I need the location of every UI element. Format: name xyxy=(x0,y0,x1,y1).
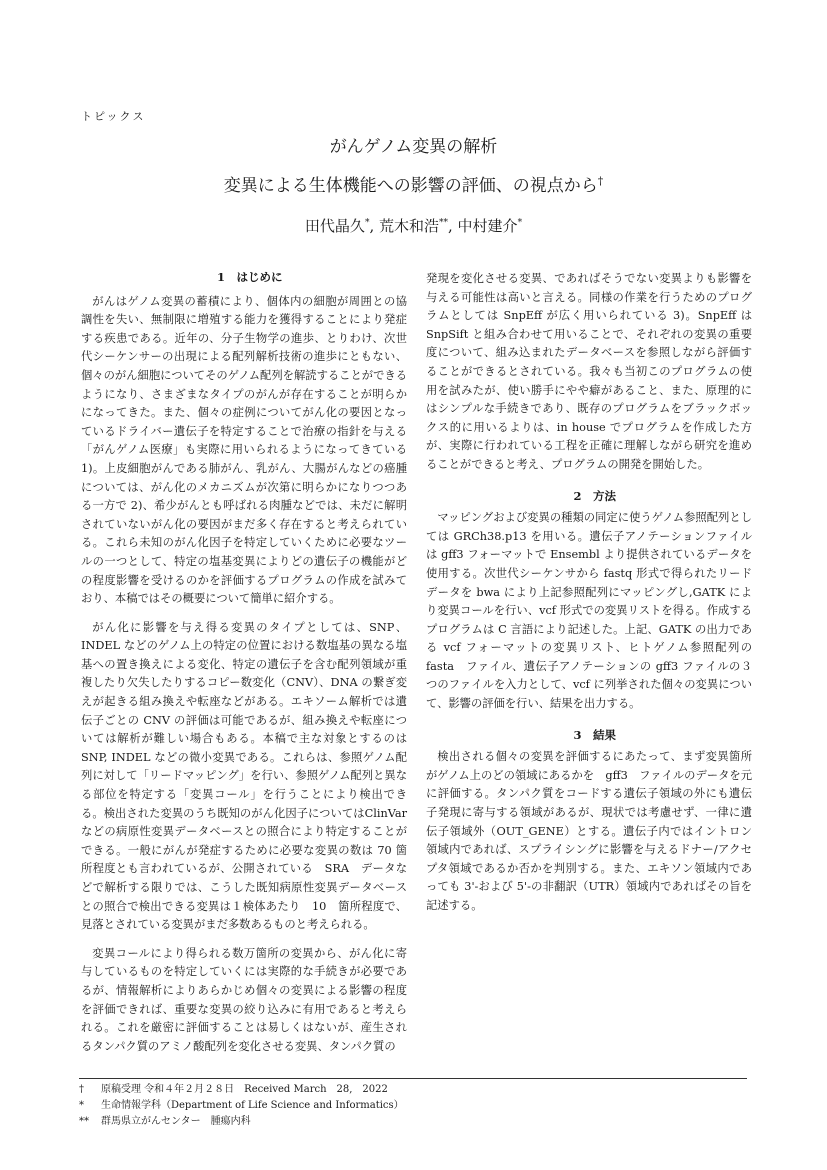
author-mark: * xyxy=(517,218,523,228)
right-column xyxy=(426,270,764,916)
footnote-mark: * xyxy=(79,1100,84,1111)
left-column xyxy=(81,268,407,1056)
section-label: トピックス xyxy=(81,110,146,123)
footnote xyxy=(79,1115,251,1128)
paragraph: 変異コールにより得られる数万箇所の変異から、がん化に寄与しているものを特定していくには実際的な手続きが必要であるが、情報解析によりあらかじめ個々の変異による影響の程度を評価できれば、重要な変異の絞り込みに有用であると考えられる。これを厳密に評価することは易しくはないが、産生されるタンパク質のアミノ酸配列を変化させる変異、タンパク質の xyxy=(81,946,407,1053)
author-separator: , xyxy=(448,217,458,235)
footnote-text: 群馬県立がんセンター 腫瘍内科 xyxy=(101,1116,251,1127)
paragraph-continued: 発現を変化させる変異、であればそうでない変異よりも影響を与える可能性は高いと言える。同様の作業を行うためのプログラムとしては SnpEff が広く用いられている 3)。SnpEff は SnpSift と組み合わせて用いることで、それぞれの変異の重要度について、組み込まれたデータベースを参照しながら評価することができるとされている。我々も当初このプログラムの使用を試みたが、使い勝手にやや癖があること、また、原理的にはシンプルな手続きであり、既存のプログラムをブラックボックス的に用いるよりは、in house でプログラムを作成した方が、実際に行われている工程を正確に理解しながら研究を進めることができると考え、プログラムの開発を開始した。 xyxy=(426,272,752,471)
title-footnote-mark: † xyxy=(597,174,604,188)
author-mark: ** xyxy=(439,218,448,228)
author-list xyxy=(0,215,827,236)
footnote xyxy=(79,1083,388,1096)
section-heading-introduction: 1 はじめに xyxy=(216,270,283,284)
footnote-text: 生命情報学科（Department of Life Science and Informatics） xyxy=(101,1100,404,1111)
author-separator: , xyxy=(369,217,379,235)
subtitle-text: 変異による生体機能への影響の評価、の視点から xyxy=(223,176,598,196)
author-name: 荒木和浩 xyxy=(378,217,439,235)
article-subtitle xyxy=(0,171,827,196)
paragraph: マッピングおよび変異の種類の同定に使うゲノム参照配列としては GRCh38.p13 を用いる。遺伝子アノテーションファイルは gff3 フォーマットで Ensembl より提供されているデータを使用する。次世代シーケンサから fastq 形式で得られたリードデータを bwa により上記参照配列にマッピングし,GATK により変異コールを行い、vcf 形式での変異リストを得る。作成するプログラムは C 言語により記述した。上記、GATK の出力である vcf フォーマットの変異リスト、ヒトゲノム参照配列の fasta ファイル、遺伝子アノテーションの gff3 ファイルの３つのファイルを入力として、vcf に列挙された個々の変異について、影響の評価を行い、結果を出力する。 xyxy=(426,511,764,711)
footnote xyxy=(79,1099,404,1112)
author-name: 田代晶久 xyxy=(304,217,365,235)
footnote-mark: ** xyxy=(79,1116,89,1127)
paragraph: がん化に影響を与え得る変異のタイプとしては、SNP、INDEL などのゲノム上の特定の位置における数塩基の異なる塩基への置き換えによる変化、特定の遺伝子を含む配列領域が重複したり欠失したりするコピー数変化（CNV）、DNA の繋ぎ変えが起きる組み換えや転座などがある。エキソーム解析では遺伝子ごとの CNV の評価は可能であるが、組み換えや転座については解析が難しい場合もある。本稿で主な対象とするのは SNP, INDEL などの微小変異である。これらは、参照ゲノム配列に対して「リードマッピング」を行い、参照ゲノム配列と異なる部位を特定する「変異コール」を行うことにより検出できる。検出された変異のうち既知のがん化因子についてはClinVar などの病原性変異データベースとの照合により特定することができる。一般にがんが発症するために必要な変異の数は 70 箇所程度とも言われているが、公開されている SRA データなどで解析する限りでは、こうした既知病原性変異データベースとの照合で検出できる変異は１検体あたり 10 箇所程度で、見落とされている変異がまだ多数あるものと考えられる。 xyxy=(81,620,407,932)
footnote-divider xyxy=(79,1078,747,1079)
author-name: 中村建介 xyxy=(457,217,518,235)
author-mark: * xyxy=(364,218,370,228)
section-heading-methods: 2 方法 xyxy=(573,488,616,503)
footnote-mark: † xyxy=(79,1084,84,1095)
paragraph: がんはゲノム変異の蓄積により、個体内の細胞が周囲との協調性を失い、無制限に増殖する能力を獲得することにより発症する疾患である。近年の、分子生物学の進歩、とりわけ、次世代シーケンサーの出現による配列解析技術の進歩にともない、個々のがん細胞についてそのゲノム配列を解読することができるようになり、さまざまなタイプのがんが存在することが明らかになってきた。また、個々の症例についてがん化の要因となっているドライバー遺伝子を特定することで治療の指針を与える「がんゲノム医療」も実際に用いられるようになってきている 1)。上皮細胞がんである肺がん、乳がん、大腸がんなどの癌腫については、がん化のメカニズムが次第に明らかになりつつある一方で 2)、希少がんとも呼ばれる肉腫などでは、未だに解明されていないがん化の要因がまだ多く存在すると考えられている。これら未知のがん化因子を特定していくために必要なツールの一つとして、特定の塩基変異によりどの遺伝子の機能がどの程度影響を受けるのかを評価するプログラムの作成を試みており、本稿ではその概要について簡単に紹介する。 xyxy=(81,294,407,606)
section-heading-results: 3 結果 xyxy=(573,727,616,742)
article-title: がんゲノム変異の解析 xyxy=(329,137,498,157)
footnote-text: 原稿受理 令和４年２月２８日 Received March 28, 2022 xyxy=(101,1084,388,1095)
paragraph: 検出される個々の変異を評価するにあたって、まず変異箇所がゲノム上のどの領域にあるかを gff3 ファイルのデータを元に評価する。タンパク質をコードする遺伝子領域の外にも遺伝子発現に寄与する領域があるが、現状では考慮せず、一律に遺伝子領域外（OUT_GENE）とする。遺伝子内ではイントロン領域内であれば、スプライシングに影響を与えるドナー/アクセプタ領域であるか否かを判別する。また、エキソン領域内であっても 3'-および 5'-の非翻訳（UTR）領域内であればその旨を記述する。 xyxy=(426,750,752,912)
